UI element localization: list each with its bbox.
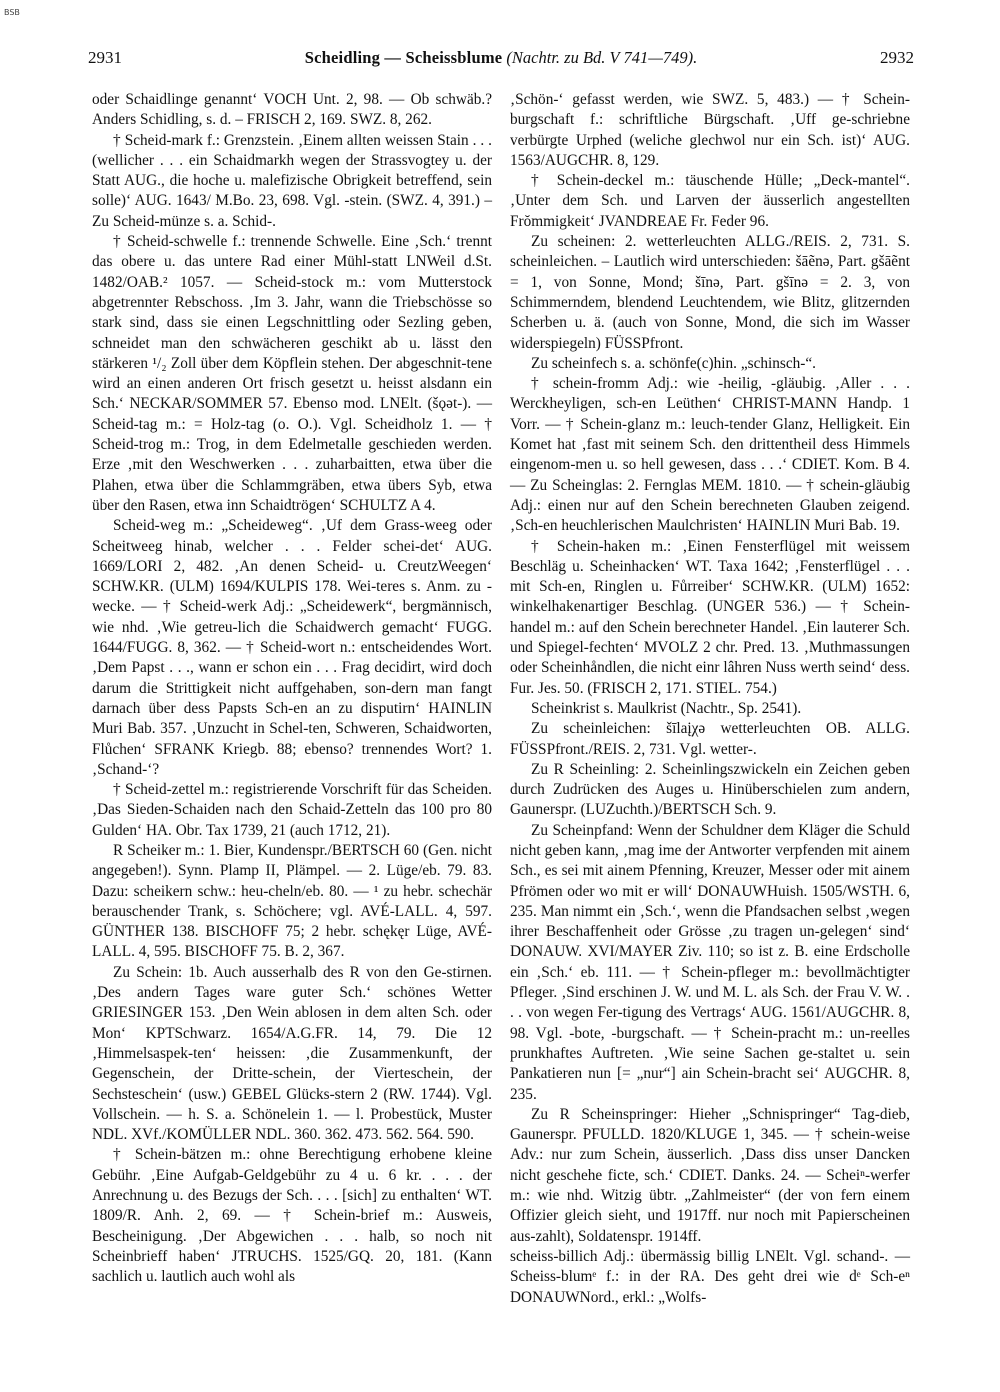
entry-paragraph: scheiss-billich Adj.: übermässig billig LNElt. Vgl. schand-. — Scheiss-blumᵉ f.: in der RA. Des geht drei wie dᵉ Sch-eⁿ DONAUWNord., erkl.: „Wolfs-: [510, 1247, 910, 1306]
entry-paragraph: Zu scheinen: 2. wetterleuchten ALLG./REIS. 2, 731. S. scheinleichen. – Lautlich wird unterschieden: šāẽnə, Part. gšāẽnt = 1, von Sonne, Mond; šīnə, Part. gšīnə = 2. 3, von Schimmerndem, blendend Leuchtendem, wie Blitz, glitzernden Scherben u. ä. (auch von Sonne, Mond, die sich im Wasser widerspiegeln) FÜSSPfront.: [510, 233, 910, 352]
entry-paragraph: Scheinkrist s. Maulkrist (Nachtr., Sp. 2541).: [531, 699, 802, 717]
page-number-right: 2932: [880, 48, 914, 67]
entry-paragraph: Zu scheinleichen: šīlaįχə wetterleuchten OB. ALLG. FÜSSPfront./REIS. 2, 731. Vgl. wetter-.: [510, 720, 910, 758]
page-number-left: 2931: [88, 48, 122, 67]
entry-paragraph: Zu R Scheinling: 2. Scheinlingszwickeln ein Zeichen geben durch Zudrücken des Auges u. Hinüberschielen zum andern, Gaunerspr. (LUZuchth.)/BERTSCH Sch. 9.: [510, 760, 910, 819]
entry-paragraph: Zu R Scheinspringer: Hieher „Schnispringer“ Tag-dieb, Gaunerspr. PFULLD. 1820/KLUGE 1, 345. — † schein-weise Adv.: nur zum Schein, äusserlich. ‚Dass diss unser Dancken nicht geschehe ficte, sch.‘ CDIET. Danks. 24. — Scheiⁿ-werfer m.: wie nhd. Witzig übtr. „Zahlmeister“ (der von fern einem Offizier gleich sieht, und 1917ff. nur noch mit Papierscheinen aus-zahlt), Soldatenspr. 1914ff.: [510, 1105, 910, 1245]
entry-paragraph: † Schein-deckel m.: täuschende Hülle; „Deck-mantel“. ‚Unter dem Sch. und Larven der äusserlich angestellten Frŏmmigkeit‘ JVANDREAE Fr. Feder 96.: [510, 172, 910, 230]
entry-paragraph: Scheid-weg m.: „Scheideweg“. ‚Uf dem Grass-weeg oder Scheitweeg hinab, welcher . . . Felder schei-det‘ AUG. 1669/LORI 2, 482. ‚An denen Scheid- u. CreutzWeegen‘ SCHW.KR. (ULM) 1694/KULPIS 178. Wei-teres s. Anm. zu -wecke. — † Scheid-werk Adj.: „Scheidewerk“, bergmännisch, wie nhd. ‚Wie getreu-lich die Schaidwerch gemacht‘ FUGG. 1644/FUGG. 8, 362. — † Scheid-wort n.: entscheidendes Wort. ‚Dem Papst . . ., wann er schon ein . . . Frag decidirt, wird doch darum die Strittigkeit nicht auffgehaben, son-dern man fangt darnach über dess Papsts Sch-en an zu disputirn‘ HAINLIN Muri Bab. 357. ‚Unzucht in Schel-ten, Schweren, Schaidworten, Flůchen‘ SFRANK Kriegb. 88; ebenso? trennendes Wort? 1. ‚Schand-‘?: [92, 517, 492, 778]
entry-paragraph: Zu Schein: 1b. Auch ausserhalb des R von den Ge-stirnen. ‚Des andern Tages ware guter Sch.‘ schönes Wetter GRIESINGER 153. ‚Den Wein ablosen in dem alten Sch. oder Mon‘ KPTSchwarz. 1654/A.G.FR. 14, 79. Die 12 ‚Himmelsaspek-ten‘ heissen: ‚die Zusammenkunft, der Gegenschein, der Dritte-schein, der Vierteschein, der Sechsteschein‘ (usw.) GEBEL Glücks-stern 2 (RW. 1744). Vgl. Vollschein. — h. S. a. Schönelein 1. — l. Probestück, Muster NDL. XVf./KOMÜLLER NDL. 360. 362. 473. 562. 564. 590.: [92, 963, 492, 1144]
entry-paragraph: oder Schaidlinge genannt‘ VOCH Unt. 2, 98. — Ob schwäb.? Anders Schidling, s. d. – FRISCH 2, 169. SWZ. 8, 262.: [92, 91, 492, 129]
left-column: [92, 90, 492, 1288]
library-mark: BSB: [4, 8, 20, 17]
entry-paragraph: ‚Schön-‘ gefasst werden, wie SWZ. 5, 483.) — † Schein-burgschaft f.: schriftliche Bürgschaft. ‚Uff ge-schriebne verbürgte Urphed (weliche glechwol nur ein Sch. ist)‘ AUG. 1563/AUGCHR. 8, 129.: [510, 91, 910, 169]
entry-paragraph: † Scheid-zettel m.: registrierende Vorschrift für das Scheiden. ‚Das Sieden-Schaiden nach den Schaid-Zetteln das 100 pro 80 Gulden‘ HA. Obr. Tax 1739, 21 (auch 1712, 21).: [92, 781, 492, 839]
entry-paragraph: † Schein-bätzen m.: ohne Berechtigung erhobene kleine Gebühr. ‚Eine Aufgab-Geldgebühr zu 4 u. 6 kr. . . . der Anrechnung u. des Bezugs der Sch. . . . [sich] zu enthalten‘ WT. 1809/R. Anh. 2, 69. — † Schein-brief m.: Ausweis, Bescheinigung. ‚Der Abgewichen . . . halb, so noch nit Scheinbrieff haben‘ JTRUCHS. 1525/GQ. 20, 181. (Kann sachlich u. lautlich auch wohl als: [92, 1146, 492, 1286]
running-title: [88, 48, 914, 68]
entry-paragraph: † Schein-haken m.: ‚Einen Fensterflügel mit weissem Beschläg u. Scheinhacken‘ WT. Taxa 1642; ‚Fensterflügel . . . mit Sch-en, Ringlen u. Fůrreiber‘ SCHW.KR. (ULM) 1652: winkelhakenartiger Beschlag. (UNGER 536.) — † Schein-handel m.: auf den Schein berechneter Handel. ‚Ein lauterer Sch. und Spiegel-fechten‘ MVOLZ 2 chr. Pred. 13. ‚Muthmassungen oder Scheinhåndlen, die nicht einr lâhren Nuss werth seind‘ dess. Fur. Jes. 50. (FRISCH 2, 171. STIEL. 754.): [510, 537, 910, 697]
entry-paragraph: R Scheiker m.: 1. Bier, Kundenspr./BERTSCH 60 (Gen. nicht angegeben!). Synn. Plamp II, Plämpel. — 2. Lüge/eb. 79. 83. Dazu: scheikern schw.: heu-cheln/eb. 80. — ¹ zu hebr. schechär berauschender Trank, s. Schöchere; vgl. AVÉ-LALL. 4, 597. GÜNTHER 138. BISCHOFF 75; 2 hebr. schękęr Lüge, AVÉ-LALL. 4, 595. BISCHOFF 75. B. 2, 367.: [92, 841, 492, 961]
entry-paragraph: † Scheid-mark f.: Grenzstein. ‚Einem allten weissen Stain . . . (wellicher . . . ein Schaidmarkh wegen der Strassvogtey u. der Statt AUG., die hoche u. malefizische Obrigkeit betreffend, sein solle)‘ AUG. 1643/ M.Bo. 23, 698. Vgl. -stein. (SWZ. 4, 391.) – Zu Scheid-münze s. a. Schid-.: [92, 131, 492, 230]
entry-paragraph: Zu scheinfech s. a. schönfe(c)hin. „schinsch-“.: [531, 354, 817, 372]
entry-paragraph: Zu Scheinpfand: Wenn der Schuldner dem Kläger die Schuld nicht geben kann, ‚mag ime der Antworter verpfenden mit ainem Sch., es sei mit ainem Pfenning, Kreuzer, Messer oder mit ainem Pfrömen oder wo mit er will‘ DONAUWHuish. 1505/WSTH. 6, 235. Man nimmt ein ‚Sch.‘, wenn die Pfandsachen selbst ‚wegen ihrer Beschaffenheit oder Grösse ‚zu tragen un-gelegen‘ sind‘ DONAUW. XVI/MAYER Ziv. 110; so ist z. B. eine Erdscholle ein ‚Sch.‘ eb. 111. — † Schein-pfleger m.: bevollmächtigter Pfleger. ‚Sind erschinen J. W. und M. L. als Sch. der Frau V. W. . . . von wegen Fer-tigung des Vertrags‘ AUG. 1561/AUGCHR. 8, 98. Vgl. -bote, -burgschaft. — † Schein-pracht m.: un-reelles prunkhaftes Auftreten. ‚Wie seine Sachen ge-staltet u. sein Pankatieren nun [= „nur“] ain Schein-bracht sei‘ AUGCHR. 8, 235.: [510, 821, 910, 1103]
headword-range: Scheidling — Scheissblume: [304, 48, 503, 67]
entry-paragraph: † schein-fromm Adj.: wie -heilig, -gläubig. ‚Aller . . . Werckheyligen, sch-en Leüthen‘ CHRIST-MANN Handp. 1 Vorr. — † Schein-glanz m.: leuch-tender Glanz, Helligkeit. Ein Komet hat ‚fast mit seinem Sch. den drittentheil dess Himmels eingenom-men u. so hell gewesen, dass . . .‘ CDIET. Kom. B 4. — Zu Scheinglas: 2. Fernglas MEM. 1810. — † schein-gläubig Adj.: einen nur auf den Schein berechneten Glauben zeigend. ‚Sch-en heuchlerischen Maulchristen‘ HAINLIN Muri Bab. 19.: [510, 375, 910, 535]
right-column: [510, 90, 910, 1308]
entry-paragraph: † Scheid-schwelle f.: trennende Schwelle. Eine ‚Sch.‘ trennt das obere u. das untere Rad einer Mühl-statt LNWeil d.St. 1482/OAB.² 1057. — Scheid-stock m.: vom Mutterstock abgetrennter Rebschoss. ‚Im 3. Jahr, wann die Triebschösse so stark sind, dass sie einen Legschnittling oder Sezling geben, schneidet man den schwächeren geschikt ab u. lässt den stärkeren ¹/₂ Zoll über dem Köpflein stehen. Der abgeschnit-tene wird an einen anderen Ort frisch gesetzt u. heisst alsdann ein Sch.‘ NECKAR/SOMMER 57. Ebenso mod. LNElt. (šǫət-). — Scheid-tag m.: = Holz-tag (o. O.). Vgl. Scheidholz 1. — † Scheid-trog m.: Trog, in dem Edelmetalle geschieden werden. Erze ‚mit den Weschwerken . . . zuharbaitten, etwa über die Plahen, etwa über die Schlammgräben, etwa übers Syb, etwa über den Rasen, etwa inn Schaidtrögen‘ SCHULTZ A 4.: [92, 233, 492, 514]
supplement-reference: (Nachtr. zu Bd. V 741—749).: [506, 48, 698, 67]
page-header: [88, 40, 914, 70]
